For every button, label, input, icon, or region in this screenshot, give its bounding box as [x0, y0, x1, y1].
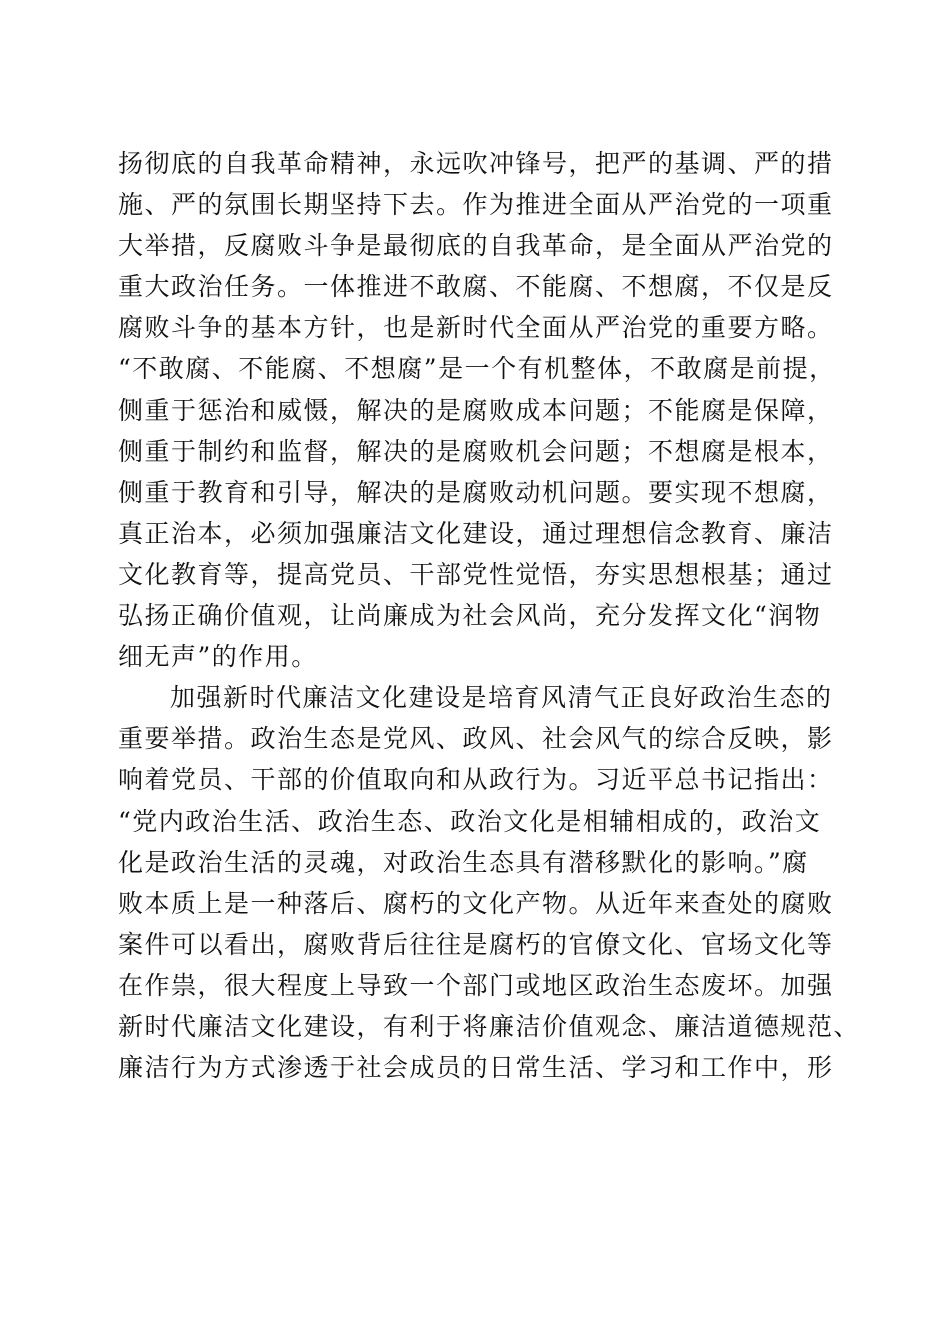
paragraph-1 — [118, 143, 848, 677]
text-line: 侧重于教育和引导，解决的是腐败动机问题。要实现不想腐， — [118, 477, 834, 507]
text-line: 响着党员、干部的价值取向和从政行为。习近平总书记指出： — [118, 765, 834, 795]
paragraph-2 — [118, 677, 861, 1088]
text-line: 在作祟，很大程度上导致一个部门或地区政治生态废坏。加强 — [118, 970, 834, 1000]
text-line-indented: 加强新时代廉洁文化建设是培育风清气正良好政治生态的 — [170, 683, 833, 713]
text-line: 扬彻底的自我革命精神，永远吹冲锋号，把严的基调、严的措 — [118, 149, 834, 178]
text-line: “不敢腐、不能腐、不想腐”是一个有机整体，不敢腐是前提， — [118, 354, 836, 384]
text-line: 案件可以看出，腐败背后往往是腐朽的官僚文化、官场文化等 — [118, 929, 834, 959]
text-line: 文化教育等，提高党员、干部党性觉悟，夯实思想根基；通过 — [118, 559, 834, 589]
text-line: 细无声”的作用。 — [118, 642, 318, 672]
text-line: “党内政治生活、政治生态、政治文化是相辅相成的，政治文 — [118, 806, 822, 836]
text-line: 廉洁行为方式渗透于社会成员的日常生活、学习和工作中，形 — [118, 1053, 834, 1083]
text-line: 施、严的氛围长期坚持下去。作为推进全面从严治党的一项重 — [118, 190, 834, 220]
text-line: 大举措，反腐败斗争是最彻底的自我革命，是全面从严治党的 — [118, 231, 834, 261]
text-line: 重大政治任务。一体推进不敢腐、不能腐、不想腐，不仅是反 — [118, 272, 834, 302]
text-line: 侧重于惩治和威慑，解决的是腐败成本问题；不能腐是保障， — [118, 395, 834, 425]
text-line: 侧重于制约和监督，解决的是腐败机会问题；不想腐是根本， — [118, 436, 834, 466]
text-line: 真正治本，必须加强廉洁文化建设，通过理想信念教育、廉洁 — [118, 518, 834, 548]
text-line: 新时代廉洁文化建设，有利于将廉洁价值观念、廉洁道德规范、 — [118, 1011, 861, 1041]
text-line: 重要举措。政治生态是党风、政风、社会风气的综合反映，影 — [118, 724, 834, 754]
text-line: 化是政治生活的灵魂，对政治生态具有潜移默化的影响。”腐 — [118, 847, 809, 877]
body-text — [118, 143, 861, 1088]
text-line: 败本质上是一种落后、腐朽的文化产物。从近年来查处的腐败 — [118, 888, 834, 918]
text-line: 弘扬正确价值观，让尚廉成为社会风尚，充分发挥文化“润物 — [118, 601, 822, 631]
text-line: 腐败斗争的基本方针，也是新时代全面从严治党的重要方略。 — [118, 313, 834, 343]
